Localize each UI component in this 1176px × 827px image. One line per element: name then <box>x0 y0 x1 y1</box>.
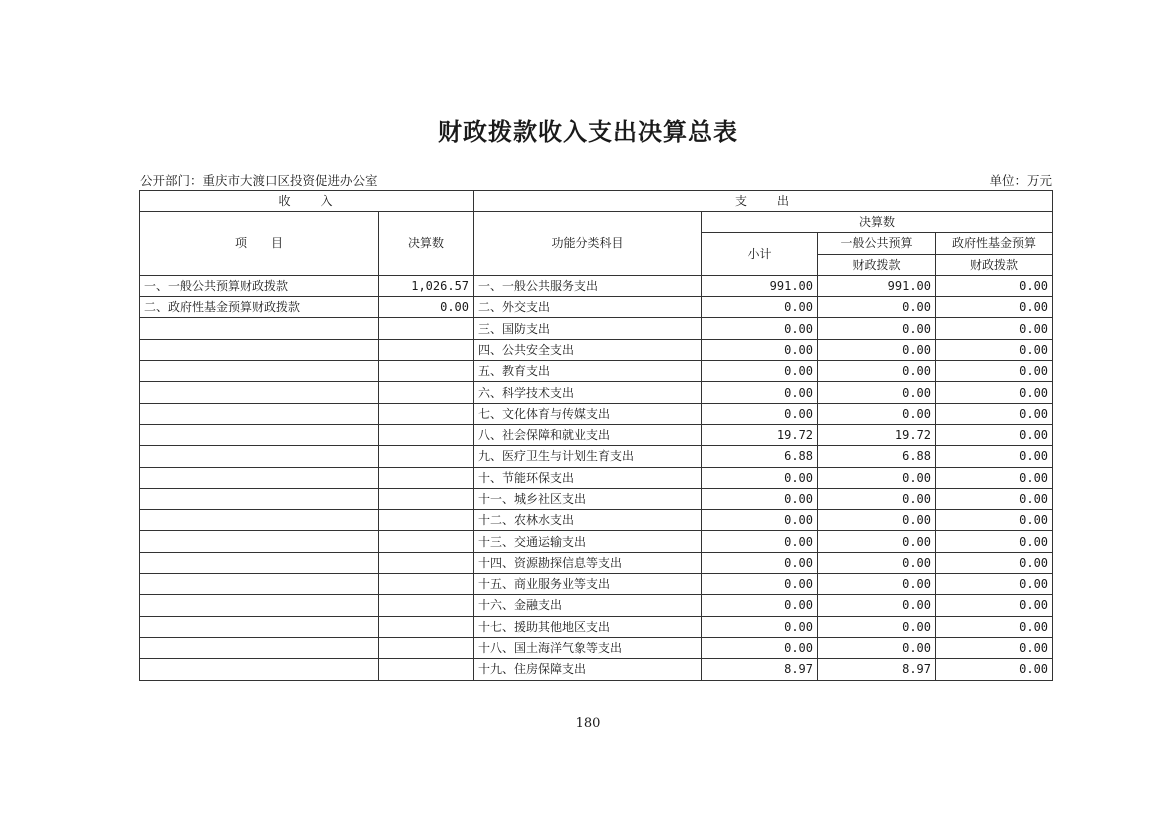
subtotal-cell: 6.88 <box>702 446 818 467</box>
table-row <box>140 275 1053 296</box>
general-budget-cell: 6.88 <box>818 446 936 467</box>
gov-fund-cell: 0.00 <box>936 467 1053 488</box>
income-header: 收 入 <box>140 191 474 212</box>
income-item-cell <box>140 552 379 573</box>
income-amount-cell <box>379 552 474 573</box>
table-row <box>140 467 1053 488</box>
income-amount-cell <box>379 531 474 552</box>
gov-fund-cell: 0.00 <box>936 382 1053 403</box>
income-amount-cell <box>379 339 474 360</box>
income-item-cell <box>140 318 379 339</box>
expense-item-cell: 九、医疗卫生与计划生育支出 <box>474 446 702 467</box>
income-item-cell <box>140 595 379 616</box>
table-row <box>140 531 1053 552</box>
income-item-cell <box>140 446 379 467</box>
subtotal-cell: 0.00 <box>702 595 818 616</box>
gov-fund-cell: 0.00 <box>936 275 1053 296</box>
table-row <box>140 616 1053 637</box>
table-row <box>140 424 1053 445</box>
expense-item-cell: 十二、农林水支出 <box>474 510 702 531</box>
gov-fund-cell: 0.00 <box>936 424 1053 445</box>
income-item-cell <box>140 510 379 531</box>
income-item-cell <box>140 424 379 445</box>
gov-fund-cell: 0.00 <box>936 659 1053 680</box>
expense-item-cell: 八、社会保障和就业支出 <box>474 424 702 445</box>
table-row <box>140 382 1053 403</box>
budget-table <box>139 190 1053 681</box>
general-budget-header-line1: 一般公共预算 <box>818 233 936 254</box>
general-budget-cell: 0.00 <box>818 595 936 616</box>
general-budget-cell: 0.00 <box>818 339 936 360</box>
gov-fund-cell: 0.00 <box>936 531 1053 552</box>
general-budget-cell: 0.00 <box>818 361 936 382</box>
table-row <box>140 659 1053 680</box>
expense-item-cell: 二、外交支出 <box>474 297 702 318</box>
expense-item-cell: 十八、国土海洋气象等支出 <box>474 637 702 658</box>
expense-item-cell: 十三、交通运输支出 <box>474 531 702 552</box>
gov-fund-cell: 0.00 <box>936 403 1053 424</box>
subtotal-cell: 0.00 <box>702 510 818 531</box>
table-row <box>140 574 1053 595</box>
subtotal-cell: 0.00 <box>702 297 818 318</box>
expense-item-cell: 四、公共安全支出 <box>474 339 702 360</box>
income-item-cell: 一、一般公共预算财政拨款 <box>140 275 379 296</box>
subtotal-cell: 0.00 <box>702 361 818 382</box>
subtotal-cell: 0.00 <box>702 339 818 360</box>
gov-fund-cell: 0.00 <box>936 616 1053 637</box>
table-row <box>140 403 1053 424</box>
general-budget-cell: 0.00 <box>818 382 936 403</box>
subtotal-cell: 0.00 <box>702 318 818 339</box>
income-amount-cell <box>379 510 474 531</box>
income-item-cell <box>140 574 379 595</box>
general-budget-cell: 19.72 <box>818 424 936 445</box>
gov-fund-cell: 0.00 <box>936 510 1053 531</box>
income-amount-cell <box>379 659 474 680</box>
gov-fund-header-line2: 财政拨款 <box>936 254 1053 275</box>
table-row <box>140 488 1053 509</box>
general-budget-cell: 0.00 <box>818 488 936 509</box>
general-budget-cell: 0.00 <box>818 510 936 531</box>
expense-header: 支 出 <box>474 191 1053 212</box>
gov-fund-header-line1: 政府性基金预算 <box>936 233 1053 254</box>
general-budget-cell: 0.00 <box>818 403 936 424</box>
income-amount-cell <box>379 637 474 658</box>
expense-item-cell: 十九、住房保障支出 <box>474 659 702 680</box>
general-budget-cell: 0.00 <box>818 574 936 595</box>
income-amount-cell <box>379 467 474 488</box>
final-amount-header: 决算数 <box>379 212 474 276</box>
gov-fund-cell: 0.00 <box>936 574 1053 595</box>
table-row <box>140 339 1053 360</box>
general-budget-cell: 0.00 <box>818 531 936 552</box>
income-item-cell <box>140 488 379 509</box>
general-budget-cell: 0.00 <box>818 552 936 573</box>
general-budget-cell: 8.97 <box>818 659 936 680</box>
expense-item-cell: 十、节能环保支出 <box>474 467 702 488</box>
table-row <box>140 297 1053 318</box>
gov-fund-cell: 0.00 <box>936 318 1053 339</box>
income-item-cell <box>140 467 379 488</box>
subtotal-cell: 0.00 <box>702 531 818 552</box>
income-item-cell <box>140 637 379 658</box>
income-amount-cell <box>379 595 474 616</box>
page-title: 财政拨款收入支出决算总表 <box>438 117 738 146</box>
final-amount-group-header: 决算数 <box>702 212 1053 233</box>
expense-item-cell: 六、科学技术支出 <box>474 382 702 403</box>
subtotal-header: 小计 <box>702 233 818 276</box>
income-amount-cell: 1,026.57 <box>379 275 474 296</box>
general-budget-cell: 991.00 <box>818 275 936 296</box>
table-row <box>140 318 1053 339</box>
income-item-cell <box>140 659 379 680</box>
subtotal-cell: 0.00 <box>702 552 818 573</box>
gov-fund-cell: 0.00 <box>936 595 1053 616</box>
gov-fund-cell: 0.00 <box>936 637 1053 658</box>
item-header: 项 目 <box>140 212 379 276</box>
income-item-cell <box>140 382 379 403</box>
gov-fund-cell: 0.00 <box>936 297 1053 318</box>
subtotal-cell: 991.00 <box>702 275 818 296</box>
income-item-cell <box>140 403 379 424</box>
income-amount-cell <box>379 424 474 445</box>
income-item-cell <box>140 531 379 552</box>
general-budget-cell: 0.00 <box>818 467 936 488</box>
table-row <box>140 510 1053 531</box>
table-row <box>140 361 1053 382</box>
table-row <box>140 552 1053 573</box>
income-amount-cell <box>379 318 474 339</box>
gov-fund-cell: 0.00 <box>936 446 1053 467</box>
income-amount-cell: 0.00 <box>379 297 474 318</box>
function-item-header: 功能分类科目 <box>474 212 702 276</box>
income-amount-cell <box>379 446 474 467</box>
expense-item-cell: 十五、商业服务业等支出 <box>474 574 702 595</box>
expense-item-cell: 十一、城乡社区支出 <box>474 488 702 509</box>
expense-item-cell: 七、文化体育与传媒支出 <box>474 403 702 424</box>
general-budget-cell: 0.00 <box>818 616 936 637</box>
unit-label: 单位：万元 <box>989 173 1052 188</box>
table-row <box>140 637 1053 658</box>
expense-item-cell: 一、一般公共服务支出 <box>474 275 702 296</box>
subtotal-cell: 0.00 <box>702 574 818 595</box>
expense-item-cell: 三、国防支出 <box>474 318 702 339</box>
income-amount-cell <box>379 361 474 382</box>
subtotal-cell: 0.00 <box>702 382 818 403</box>
general-budget-cell: 0.00 <box>818 637 936 658</box>
subtotal-cell: 0.00 <box>702 403 818 424</box>
income-amount-cell <box>379 382 474 403</box>
subtotal-cell: 8.97 <box>702 659 818 680</box>
expense-item-cell: 五、教育支出 <box>474 361 702 382</box>
income-item-cell: 二、政府性基金预算财政拨款 <box>140 297 379 318</box>
income-item-cell <box>140 339 379 360</box>
subtotal-cell: 0.00 <box>702 616 818 637</box>
subtotal-cell: 0.00 <box>702 637 818 658</box>
subtotal-cell: 19.72 <box>702 424 818 445</box>
subtotal-cell: 0.00 <box>702 467 818 488</box>
table-row <box>140 595 1053 616</box>
income-amount-cell <box>379 403 474 424</box>
income-item-cell <box>140 616 379 637</box>
table-row <box>140 446 1053 467</box>
gov-fund-cell: 0.00 <box>936 361 1053 382</box>
general-budget-cell: 0.00 <box>818 318 936 339</box>
department-label: 公开部门：重庆市大渡口区投资促进办公室 <box>140 173 378 188</box>
subtotal-cell: 0.00 <box>702 488 818 509</box>
income-item-cell <box>140 361 379 382</box>
gov-fund-cell: 0.00 <box>936 488 1053 509</box>
gov-fund-cell: 0.00 <box>936 552 1053 573</box>
general-budget-cell: 0.00 <box>818 297 936 318</box>
income-amount-cell <box>379 574 474 595</box>
expense-item-cell: 十六、金融支出 <box>474 595 702 616</box>
income-amount-cell <box>379 616 474 637</box>
general-budget-header-line2: 财政拨款 <box>818 254 936 275</box>
expense-item-cell: 十七、援助其他地区支出 <box>474 616 702 637</box>
expense-item-cell: 十四、资源勘探信息等支出 <box>474 552 702 573</box>
income-amount-cell <box>379 488 474 509</box>
gov-fund-cell: 0.00 <box>936 339 1053 360</box>
page-number: 180 <box>575 716 601 731</box>
